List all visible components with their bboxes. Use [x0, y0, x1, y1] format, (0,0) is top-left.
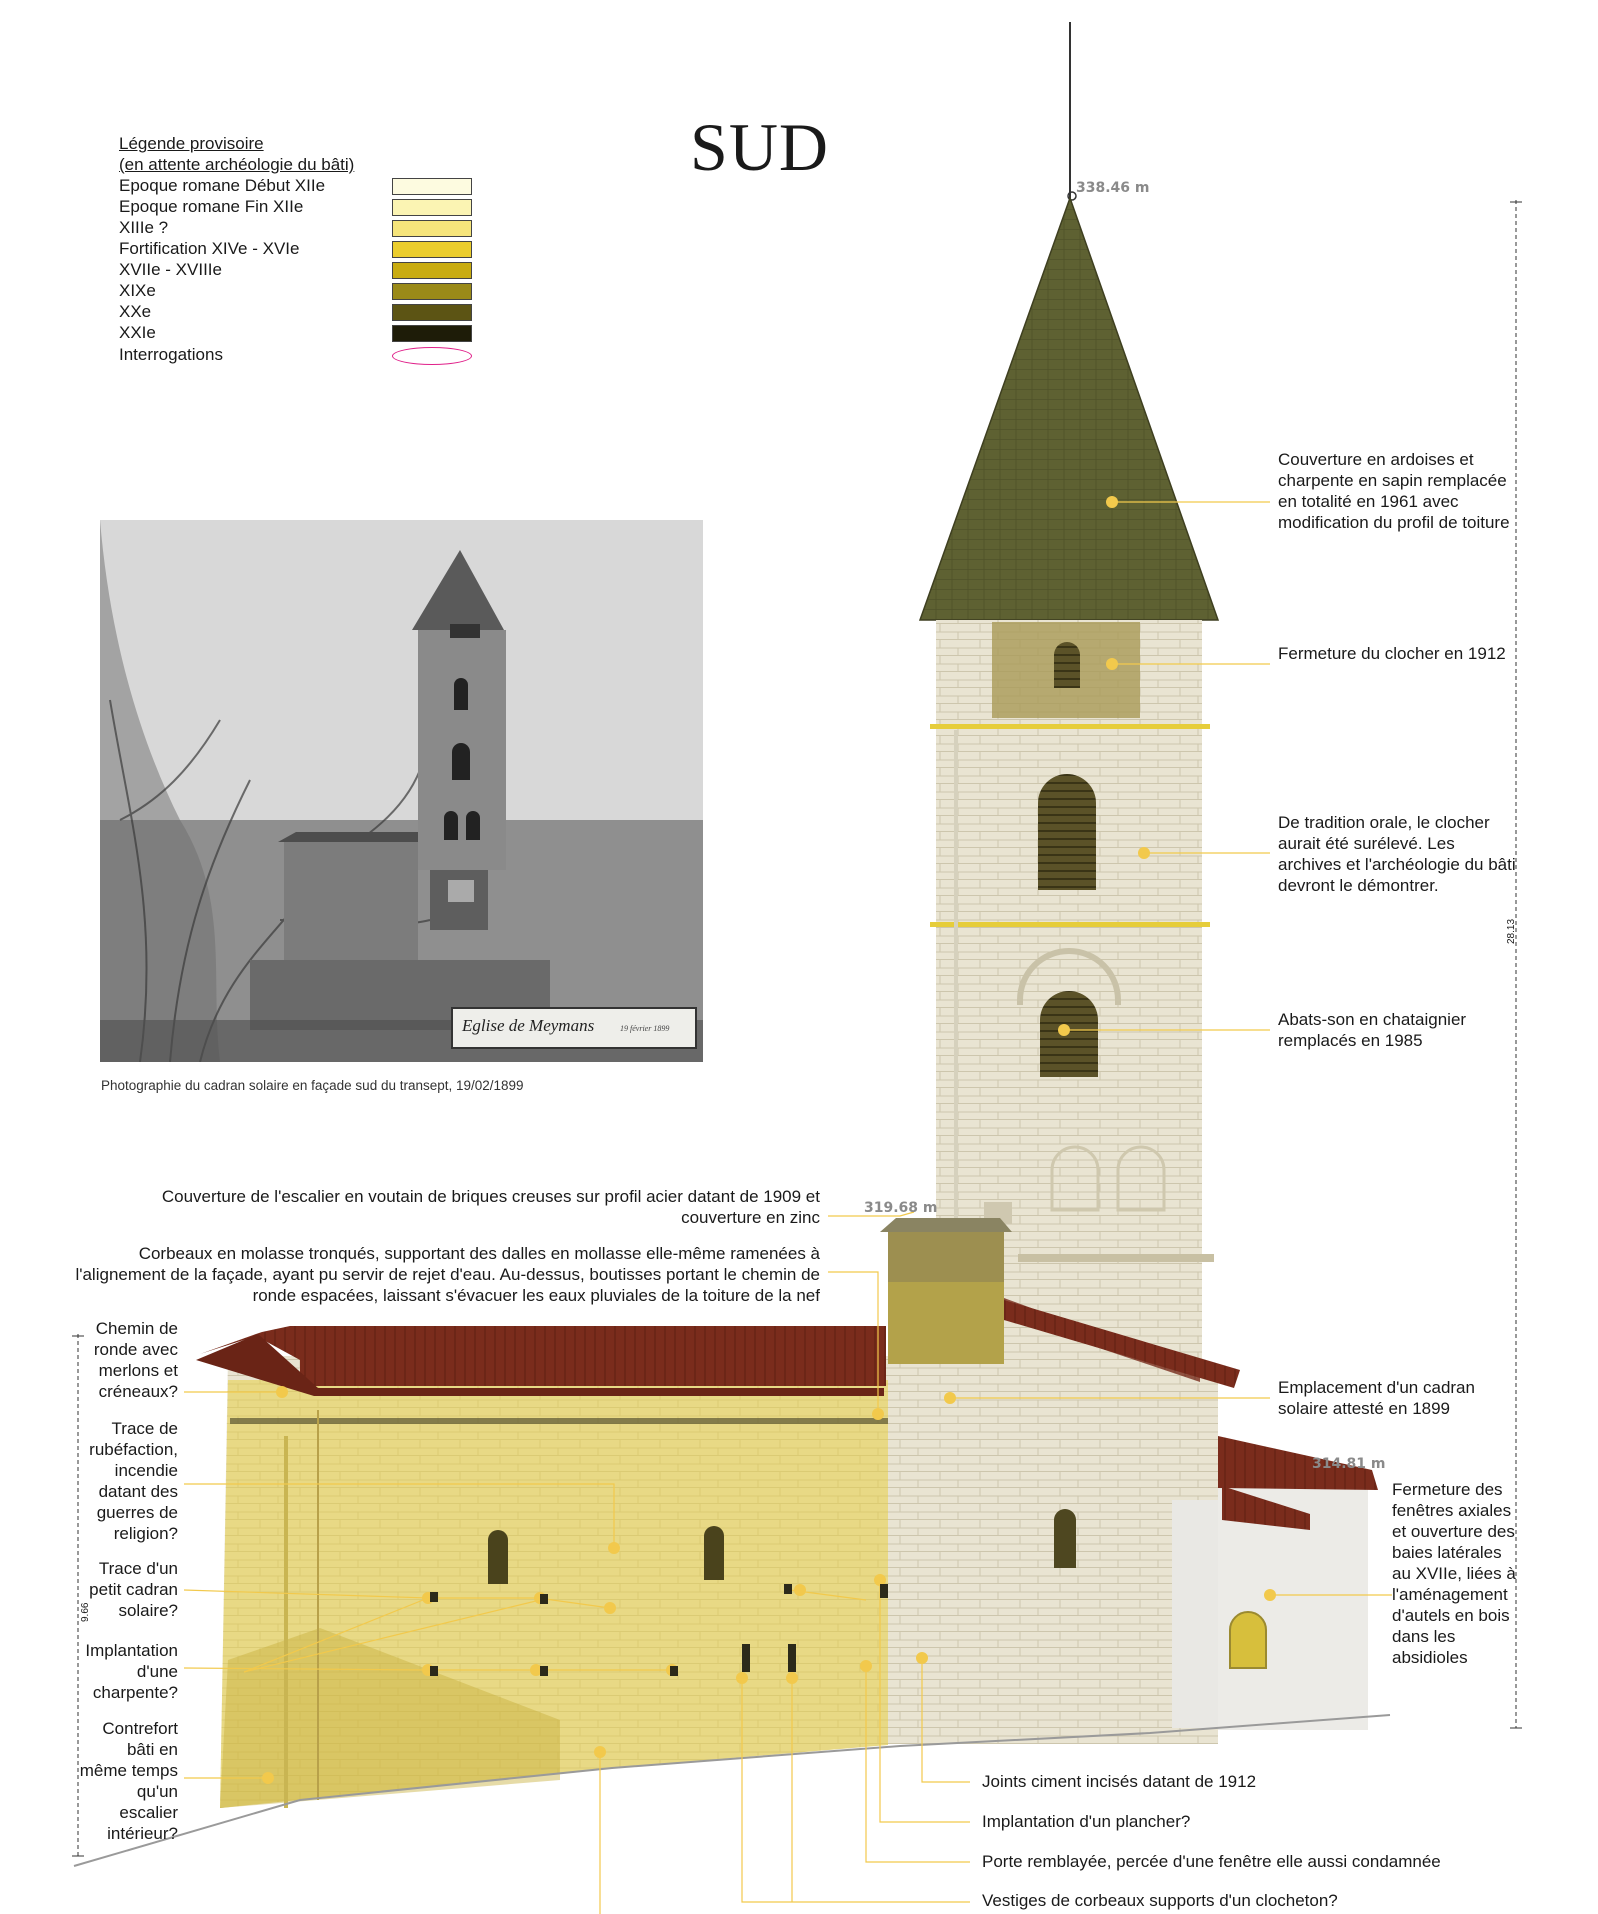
dot-joints — [916, 1652, 928, 1664]
annotation-joints: Joints ciment incisés datant de 1912 — [982, 1772, 1257, 1791]
legend-swatch-interrogations — [392, 347, 472, 365]
dot-corbeaux — [872, 1408, 884, 1420]
page-title: SUD — [690, 109, 830, 185]
stair-turret-roof — [880, 1218, 1012, 1232]
elevation-middle: 319.68 m — [864, 1200, 938, 1216]
annotation-vestiges: Vestiges de corbeaux supports d'un clocheton? — [982, 1891, 1338, 1910]
dot-vestiges-3 — [594, 1746, 606, 1758]
belfry-window-middle — [1038, 774, 1096, 890]
dot-porte-2 — [794, 1584, 806, 1596]
dot-vestiges-1 — [736, 1672, 748, 1684]
annotation-cadran: Emplacement d'un cadran solaire attesté en 1899 — [1278, 1378, 1475, 1418]
annotation-oral: De tradition orale, le clocher aurait été surélevé. Les archives et l'archéologie du bâti devront le démontrer. — [1278, 813, 1516, 895]
tower-band-2 — [930, 922, 1210, 927]
dot-vestiges-2 — [786, 1672, 798, 1684]
dot-porte — [860, 1660, 872, 1672]
legend-label-6: XXe — [119, 302, 152, 321]
legend-label-2: XIIIe ? — [119, 218, 169, 237]
legend-label-8: Interrogations — [119, 345, 223, 364]
legend-label-4: XVIIe - XVIIIe — [119, 260, 222, 279]
dot-rubefaction — [608, 1542, 620, 1554]
dot-roof — [1106, 496, 1118, 508]
legend-swatch-1 — [392, 199, 472, 216]
photo-label: Eglise de Meymans — [462, 1016, 595, 1035]
nave-window-left — [488, 1530, 508, 1584]
annotation-fenetres: Fermeture des fenêtres axiales et ouverture des baies latérales au XVIIe, liées à l'aménagement d'autels en bois dans les absidioles — [1392, 1480, 1516, 1667]
elevation-right: 314.81 m — [1312, 1456, 1386, 1472]
stair-turret-zinc — [888, 1232, 1004, 1282]
legend-swatch-5 — [392, 283, 472, 300]
annotation-plancher: Implantation d'un plancher? — [982, 1812, 1191, 1831]
legend-label-5: XIXe — [119, 281, 156, 300]
legend-heading: Légende provisoire — [119, 134, 264, 153]
legend-subheading: (en attente archéologie du bâti) — [119, 155, 355, 174]
nave-window-right — [704, 1526, 724, 1580]
annotation-roof: Couverture en ardoises et charpente en sapin remplacée en totalité en 1961 avec modification du profil de toiture — [1278, 450, 1510, 532]
annotation-petit-cadran: Trace d'un petit cadran solaire? — [89, 1559, 178, 1620]
transept — [888, 1364, 1218, 1744]
legend-label-3: Fortification XIVe - XVIe — [119, 239, 300, 258]
dot-chemin — [276, 1386, 288, 1398]
legend-swatch-6 — [392, 304, 472, 321]
dot-cadran — [944, 1392, 956, 1404]
spire-roof — [920, 198, 1218, 620]
height-dimension-label: 28.13 — [1506, 918, 1517, 944]
elevation-top: 338.46 m — [1076, 180, 1150, 196]
apse-window — [1230, 1612, 1266, 1668]
photo-date-note: 19 février 1899 — [620, 1024, 670, 1033]
historic-photo — [100, 520, 703, 1062]
dot-contrefort — [262, 1772, 274, 1784]
legend-label-0: Epoque romane Début XIIe — [119, 176, 326, 195]
legend-swatch-3 — [392, 241, 472, 258]
photo-caption: Photographie du cadran solaire en façade sud du transept, 19/02/1899 — [101, 1078, 524, 1093]
tower-band-3 — [1018, 1254, 1214, 1262]
belfry-window-lower — [1040, 991, 1098, 1077]
legend-label-1: Epoque romane Fin XIIe — [119, 197, 304, 216]
dot-closure — [1106, 658, 1118, 670]
legend-swatch-0 — [392, 178, 472, 195]
legend-swatch-7 — [392, 325, 472, 342]
chemin-de-ronde-band — [230, 1418, 888, 1424]
annotation-charpente: Implantation d'une charpente? — [85, 1641, 178, 1702]
annotation-contrefort: Contrefort bâti en même temps qu'un escalier intérieur? — [79, 1719, 178, 1843]
historic-photo-drawing — [100, 520, 703, 1062]
belfry-window-top — [1054, 642, 1080, 688]
annotation-closure: Fermeture du clocher en 1912 — [1278, 644, 1506, 663]
legend-label-7: XXIe — [119, 323, 156, 342]
dot-cadran-3 — [604, 1602, 616, 1614]
annotation-rubefaction: Trace de rubéfaction, incendie datant des guerres de religion? — [89, 1419, 178, 1543]
annotation-corbeaux: Corbeaux en molasse tronqués, supportant des dalles en mollasse elle-même ramenées à l'alignement de la façade, ayant pu servir de rejet d'eau. Au-dessus, boutisses portant le chemin de ronde espacées, laissant s'évacuer les eaux pluviales de la toiture de la nef — [75, 1244, 820, 1305]
dot-oral — [1138, 847, 1150, 859]
annotation-chemin: Chemin de ronde avec merlons et créneaux? — [93, 1319, 178, 1401]
transept-window — [1054, 1509, 1076, 1568]
legend-swatch-4 — [392, 262, 472, 279]
annotation-escalier: Couverture de l'escalier en voutain de briques creuses sur profil acier datant de 1909 et couverture en zinc — [161, 1187, 820, 1227]
dot-fenetres — [1264, 1589, 1276, 1601]
tower-band-1 — [930, 724, 1210, 729]
legend-swatch-2 — [392, 220, 472, 237]
left-dimension-label: 9.66 — [80, 1602, 91, 1622]
annotation-abats: Abats-son en chataignier remplacés en 1985 — [1278, 1010, 1467, 1050]
annotation-porte: Porte remblayée, percée d'une fenêtre elle aussi condamnée — [982, 1852, 1441, 1871]
dot-abats — [1058, 1024, 1070, 1036]
